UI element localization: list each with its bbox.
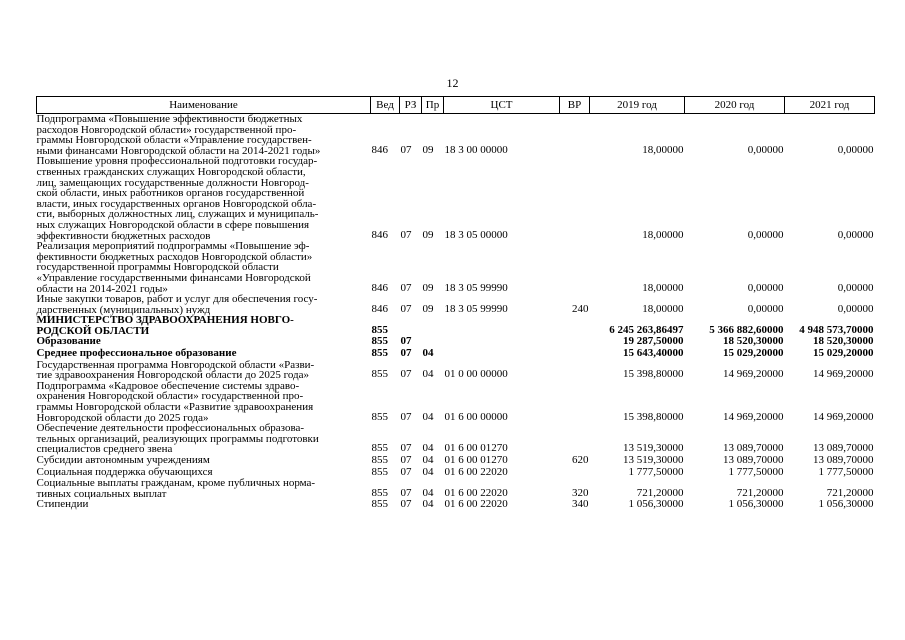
row-name-text: Социальная поддержка обучающихся xyxy=(36,465,213,478)
table-row xyxy=(37,241,875,294)
row-rz xyxy=(400,315,422,336)
row-ved: 846 xyxy=(371,228,388,241)
row-ved: 855 xyxy=(371,335,388,348)
row-name-text: Субсидии автономным учреждениям xyxy=(36,454,210,466)
row-cst: 01 6 00 01270 xyxy=(444,454,508,466)
row-name-text: Подпрограмма «Повышение эффективности бюджетных расходов Новгородской области» государственной про- граммы Новгородской области «Управление государствен- ными финансами Новгородской области на 2014-2021 годы» xyxy=(36,113,321,157)
row-cst: 01 0 00 00000 xyxy=(444,368,508,381)
row-vr xyxy=(560,114,590,157)
row-rz: 07 xyxy=(400,442,412,455)
header-name: Наименование xyxy=(37,97,371,114)
row-2019: 721,20000 xyxy=(636,486,684,499)
row-name xyxy=(37,315,371,336)
row-cst: 01 6 00 22020 xyxy=(444,465,508,478)
row-ved: 855 xyxy=(371,347,388,360)
row-vr xyxy=(560,336,590,348)
table-row xyxy=(37,360,875,381)
row-cst: 18 3 00 00000 xyxy=(444,143,508,156)
page-number: 12 xyxy=(446,76,459,90)
row-2021: 1 056,30000 xyxy=(818,498,874,511)
row-rz: 07 xyxy=(400,368,412,381)
row-2021: 15 029,20000 xyxy=(813,347,874,360)
table-body xyxy=(37,114,875,511)
row-name xyxy=(37,478,371,499)
row-2020: 5 366 882,60000 xyxy=(709,323,784,336)
row-2019: 15 643,40000 xyxy=(623,347,684,360)
row-name xyxy=(37,294,371,315)
table-row xyxy=(37,423,875,455)
row-pr: 04 xyxy=(422,454,434,466)
table-row xyxy=(37,499,875,511)
row-vr: 240 xyxy=(572,302,589,315)
row-name-text: МИНИСТЕРСТВО ЗДРАВООХРАНЕНИЯ НОВГО- РОДСКОЙ ОБЛАСТИ xyxy=(36,314,294,337)
row-cst: 01 6 00 00000 xyxy=(444,410,508,423)
table-row xyxy=(37,294,875,315)
row-ved: 855 xyxy=(371,410,388,423)
row-name-text: Реализация мероприятий подпрограммы «Повышение эф- фективности бюджетных расходов Новгородской области» государственной программы Новгородской области «Управление государственными финансами Новгородской области на 2014-2021 годы» xyxy=(36,240,313,295)
row-pr: 09 xyxy=(422,228,434,241)
row-rz: 07 xyxy=(400,281,412,294)
row-rz: 07 xyxy=(400,347,412,360)
row-ved: 855 xyxy=(371,442,388,455)
budget-table xyxy=(36,96,875,511)
row-name-text: Среднее профессиональное образование xyxy=(36,347,237,360)
row-vr xyxy=(560,360,590,381)
row-pr: 09 xyxy=(422,302,434,315)
row-2020: 0,00000 xyxy=(747,143,784,156)
row-pr: 04 xyxy=(422,368,434,381)
row-vr: 340 xyxy=(572,498,589,511)
header-row xyxy=(37,97,875,114)
row-cst: 01 6 00 22020 xyxy=(444,498,508,511)
row-pr: 04 xyxy=(422,442,434,455)
header-cst: ЦСТ xyxy=(444,97,560,114)
row-2021: 721,20000 xyxy=(826,486,874,499)
row-2020: 18 520,30000 xyxy=(723,335,784,348)
row-vr xyxy=(560,156,590,241)
row-vr xyxy=(560,315,590,336)
row-pr: 04 xyxy=(422,486,434,499)
row-2019: 13 519,30000 xyxy=(623,442,684,455)
row-2019: 18,00000 xyxy=(642,302,684,315)
row-ved: 846 xyxy=(371,281,388,294)
row-vr: 620 xyxy=(572,454,589,466)
row-2019: 18,00000 xyxy=(642,281,684,294)
header-rz: РЗ xyxy=(400,97,422,114)
row-name-text: Повышение уровня профессиональной подготовки государ- ственных гражданских служащих Новгородской области, лиц, замещающих государственные должности Новгород- ской области, иных работников органов государственной власти, иных государственных органов Новгородской обла- сти, выборных должностных лиц, служащих и муниципаль- ных служащих Новгородской области в сфере повышения эффективности бюджетных расходов xyxy=(36,155,319,242)
row-rz: 07 xyxy=(400,410,412,423)
row-2020: 13 089,70000 xyxy=(723,454,784,466)
row-name-text: Стипендии xyxy=(36,498,89,511)
row-2019: 18,00000 xyxy=(642,228,684,241)
row-name xyxy=(37,423,371,455)
row-vr xyxy=(560,348,590,360)
table-row xyxy=(37,114,875,157)
row-pr: 04 xyxy=(422,498,434,511)
row-rz: 07 xyxy=(400,302,412,315)
header-vr: ВР xyxy=(560,97,590,114)
row-name xyxy=(37,381,371,423)
row-2019: 18,00000 xyxy=(642,143,684,156)
row-rz: 07 xyxy=(400,335,412,348)
row-pr: 04 xyxy=(422,347,434,360)
row-2021: 0,00000 xyxy=(837,143,874,156)
row-name xyxy=(37,156,371,241)
row-ved: 855 xyxy=(371,368,388,381)
row-2019: 15 398,80000 xyxy=(623,410,684,423)
row-cst: 18 3 05 99990 xyxy=(444,302,508,315)
row-rz: 07 xyxy=(400,143,412,156)
row-pr xyxy=(422,315,444,336)
row-2021: 0,00000 xyxy=(837,281,874,294)
row-cst: 18 3 05 00000 xyxy=(444,228,508,241)
row-ved: 846 xyxy=(371,302,388,315)
row-name-text: Социальные выплаты гражданам, кроме публичных норма- тивных социальных выплат xyxy=(36,477,316,500)
row-ved: 846 xyxy=(371,143,388,156)
row-2020: 0,00000 xyxy=(747,281,784,294)
row-cst xyxy=(444,336,560,348)
row-rz: 07 xyxy=(400,454,412,466)
row-ved: 855 xyxy=(371,323,388,336)
row-2021: 18 520,30000 xyxy=(813,335,874,348)
row-ved: 855 xyxy=(371,486,388,499)
row-cst xyxy=(444,315,560,336)
row-name-text: Подпрограмма «Кадровое обеспечение системы здраво- охранения Новгородской области» государственной про- граммы Новгородской области «Развитие здравоохранения Новгородской области до 2025 года» xyxy=(36,379,314,424)
row-2020: 13 089,70000 xyxy=(723,442,784,455)
row-2020: 1 056,30000 xyxy=(728,498,784,511)
row-name xyxy=(37,114,371,157)
row-2020: 0,00000 xyxy=(747,228,784,241)
row-vr xyxy=(560,381,590,423)
row-2019: 13 519,30000 xyxy=(623,454,684,466)
row-rz: 07 xyxy=(400,465,412,478)
table-row xyxy=(37,315,875,336)
header-2021: 2021 год xyxy=(785,97,875,114)
row-2020: 14 969,20000 xyxy=(723,410,784,423)
row-pr: 09 xyxy=(422,281,434,294)
row-cst xyxy=(444,348,560,360)
row-2021: 0,00000 xyxy=(837,228,874,241)
row-rz: 07 xyxy=(400,498,412,511)
table-row xyxy=(37,478,875,499)
row-vr xyxy=(560,423,590,455)
row-2021: 14 969,20000 xyxy=(813,410,874,423)
row-pr: 04 xyxy=(422,410,434,423)
row-ved: 855 xyxy=(371,465,388,478)
header-2019: 2019 год xyxy=(590,97,685,114)
row-pr: 09 xyxy=(422,143,434,156)
row-rz: 07 xyxy=(400,486,412,499)
row-2020: 1 777,50000 xyxy=(728,465,784,478)
row-2020: 15 029,20000 xyxy=(723,347,784,360)
table-row xyxy=(37,156,875,241)
row-2019: 6 245 263,86497 xyxy=(609,323,684,336)
row-rz: 07 xyxy=(400,228,412,241)
header-pr: Пр xyxy=(422,97,444,114)
row-cst: 01 6 00 22020 xyxy=(444,486,508,499)
row-name-text: Обеспечение деятельности профессиональных образова- тельных организаций, реализующих программы подготовки специалистов среднего звена xyxy=(36,422,319,456)
row-ved: 855 xyxy=(371,454,388,466)
row-name xyxy=(37,360,371,381)
row-2020: 14 969,20000 xyxy=(723,368,784,381)
row-2021: 13 089,70000 xyxy=(813,454,874,466)
row-name-text: Иные закупки товаров, работ и услуг для обеспечения госу- дарственных (муниципальных) нужд xyxy=(36,293,318,316)
row-2020: 721,20000 xyxy=(736,486,784,499)
row-name-text: Образование xyxy=(36,335,101,348)
row-2019: 1 777,50000 xyxy=(628,465,684,478)
row-vr: 320 xyxy=(572,486,589,499)
header-ved: Вед xyxy=(371,97,400,114)
row-vr xyxy=(560,241,590,294)
row-name xyxy=(37,499,371,511)
row-2021: 4 948 573,70000 xyxy=(799,323,874,336)
header-2020: 2020 год xyxy=(685,97,785,114)
table-row xyxy=(37,381,875,423)
row-2021: 14 969,20000 xyxy=(813,368,874,381)
row-2019: 19 287,50000 xyxy=(623,335,684,348)
row-2021: 0,00000 xyxy=(837,302,874,315)
row-vr xyxy=(560,467,590,479)
row-cst: 18 3 05 99990 xyxy=(444,281,508,294)
row-2020: 0,00000 xyxy=(747,302,784,315)
row-2021: 13 089,70000 xyxy=(813,442,874,455)
row-pr: 04 xyxy=(422,465,434,478)
row-name xyxy=(37,241,371,294)
row-ved: 855 xyxy=(371,498,388,511)
row-2021: 1 777,50000 xyxy=(818,465,874,478)
row-name-text: Государственная программа Новгородской области «Разви- тие здравоохранения Новгородской области до 2025 года» xyxy=(36,358,315,382)
row-2019: 1 056,30000 xyxy=(628,498,684,511)
row-2019: 15 398,80000 xyxy=(623,368,684,381)
row-cst: 01 6 00 01270 xyxy=(444,442,508,455)
